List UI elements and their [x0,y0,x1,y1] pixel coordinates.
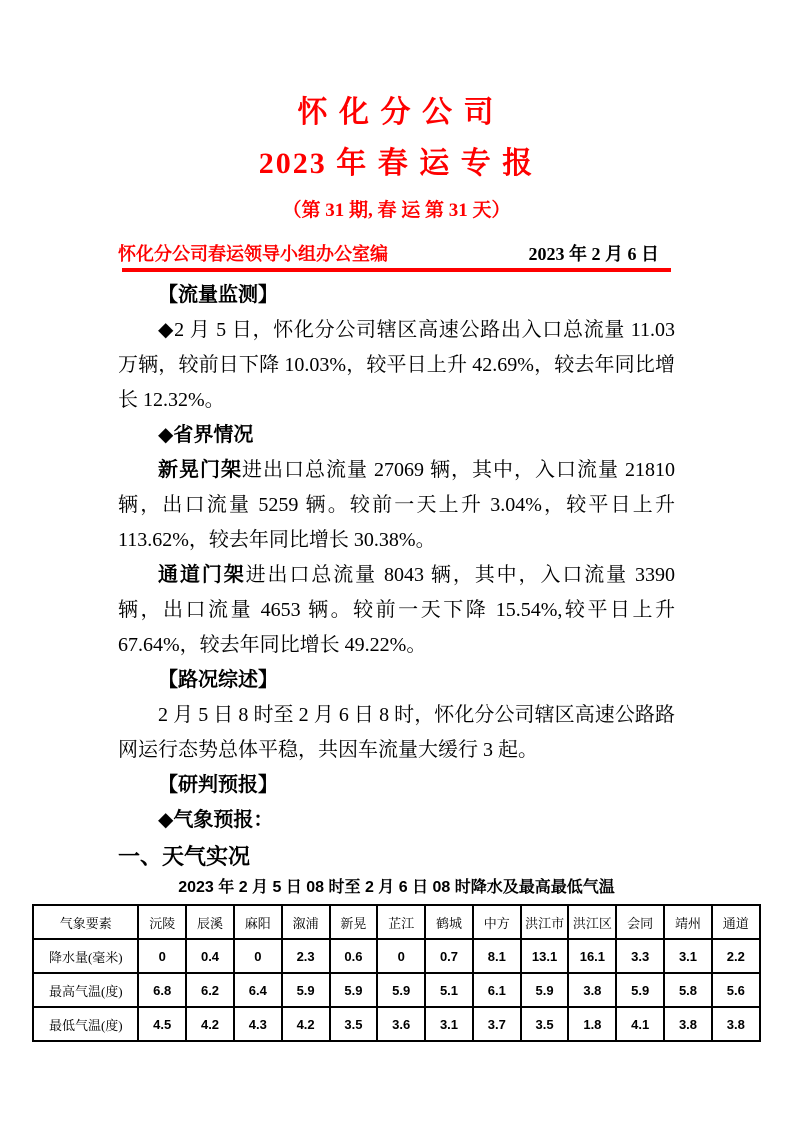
tongdao-gantry-label: 通道门架 [158,564,246,586]
cell-value: 5.9 [377,973,425,1007]
column-header-station: 靖州 [664,905,712,939]
red-divider-rule [122,268,671,272]
weather-table-header-row [33,905,759,939]
weather-table-row [33,939,759,973]
section-heading-traffic-monitoring: 【流量监测】 [158,284,278,306]
column-header-station: 新晃 [330,905,378,939]
cell-value: 0 [377,939,425,973]
heading-weather-actual: 一、天气实况 [118,844,251,869]
weather-table-title: 2023 年 2 月 5 日 08 时至 2 月 6 日 08 时降水及最高最低气温 [178,879,615,896]
cell-value: 0 [234,939,282,973]
cell-value: 2.3 [282,939,330,973]
cell-value: 3.8 [664,1007,712,1041]
weather-table [32,904,760,1042]
subheading-province-border: ◆省界情况 [158,424,254,446]
doc-title-report: 2023 年 春 运 专 报 [258,147,535,180]
column-header-station: 芷江 [377,905,425,939]
column-header-station: 洪江市 [521,905,569,939]
cell-value: 3.5 [330,1007,378,1041]
cell-value: 3.8 [712,1007,760,1041]
column-header-station: 通道 [712,905,760,939]
cell-value: 3.8 [568,973,616,1007]
byline-editor: 怀化分公司春运领导小组办公室编 [118,244,388,264]
doc-issue-line: （第 31 期, 春 运 第 31 天） [282,200,511,221]
column-header-element: 气象要素 [33,905,138,939]
paragraph-road-conditions: 2 月 5 日 8 时至 2 月 6 日 8 时，怀化分公司辖区高速公路路网运行态势总体平稳，共因车流量大缓行 3 起。 [118,704,675,761]
cell-value: 0.4 [186,939,234,973]
column-header-station: 溆浦 [282,905,330,939]
doc-title-company: 怀 化 分 公 司 [297,96,496,129]
cell-value: 5.6 [712,973,760,1007]
weather-table-row [33,1007,759,1041]
xinhuang-gantry-label: 新晃门架 [158,459,242,481]
column-header-station: 麻阳 [234,905,282,939]
cell-value: 16.1 [568,939,616,973]
paragraph-traffic-summary: ◆2 月 5 日，怀化分公司辖区高速公路出入口总流量 11.03 万辆，较前日下降 10.03%，较平日上升 42.69%，较去年同比增长 12.32%。 [118,319,675,411]
cell-value: 0.6 [330,939,378,973]
cell-value: 3.7 [473,1007,521,1041]
cell-value: 5.9 [521,973,569,1007]
byline-date: 2023 年 2 月 6 日 [528,244,659,264]
cell-value: 1.8 [568,1007,616,1041]
cell-value: 3.3 [616,939,664,973]
cell-value: 5.9 [282,973,330,1007]
cell-value: 4.2 [186,1007,234,1041]
cell-value: 5.1 [425,973,473,1007]
cell-value: 3.1 [664,939,712,973]
cell-value: 6.8 [138,973,186,1007]
cell-value: 3.6 [377,1007,425,1041]
cell-value: 4.2 [282,1007,330,1041]
cell-value: 5.9 [616,973,664,1007]
weather-table-row [33,973,759,1007]
cell-value: 8.1 [473,939,521,973]
paragraph-tongdao-gantry [118,558,675,663]
column-header-station: 鹤城 [425,905,473,939]
cell-value: 13.1 [521,939,569,973]
section-heading-road-conditions: 【路况综述】 [158,669,278,691]
cell-value: 3.5 [521,1007,569,1041]
cell-value: 6.1 [473,973,521,1007]
cell-value: 4.5 [138,1007,186,1041]
column-header-station: 洪江区 [568,905,616,939]
cell-value: 4.3 [234,1007,282,1041]
column-header-station: 会同 [616,905,664,939]
subheading-weather-forecast: ◆气象预报： [158,809,274,831]
section-heading-forecast: 【研判预报】 [158,774,278,796]
cell-value: 5.9 [330,973,378,1007]
row-label: 最高气温(度) [33,973,138,1007]
cell-value: 0 [138,939,186,973]
cell-value: 5.8 [664,973,712,1007]
document-body [118,278,675,874]
row-label: 最低气温(度) [33,1007,138,1041]
cell-value: 0.7 [425,939,473,973]
column-header-station: 中方 [473,905,521,939]
cell-value: 6.4 [234,973,282,1007]
paragraph-xinhuang-gantry [118,453,675,558]
cell-value: 3.1 [425,1007,473,1041]
row-label: 降水量(毫米) [33,939,138,973]
cell-value: 2.2 [712,939,760,973]
xinhuang-gantry-text: 进出口总流量 27069 辆，其中，入口流量 21810 辆，出口流量 5259 辆。较前一天上升 3.04%，较平日上升 113.62%，较去年同比增长 30.38%。 [118,459,675,551]
column-header-station: 沅陵 [138,905,186,939]
cell-value: 6.2 [186,973,234,1007]
cell-value: 4.1 [616,1007,664,1041]
byline-row [118,243,675,265]
tongdao-gantry-text: 进出口总流量 8043 辆，其中，入口流量 3390 辆，出口流量 4653 辆。较前一天下降 15.54%,较平日上升 67.64%，较去年同比增长 49.22%。 [118,564,676,656]
column-header-station: 辰溪 [186,905,234,939]
